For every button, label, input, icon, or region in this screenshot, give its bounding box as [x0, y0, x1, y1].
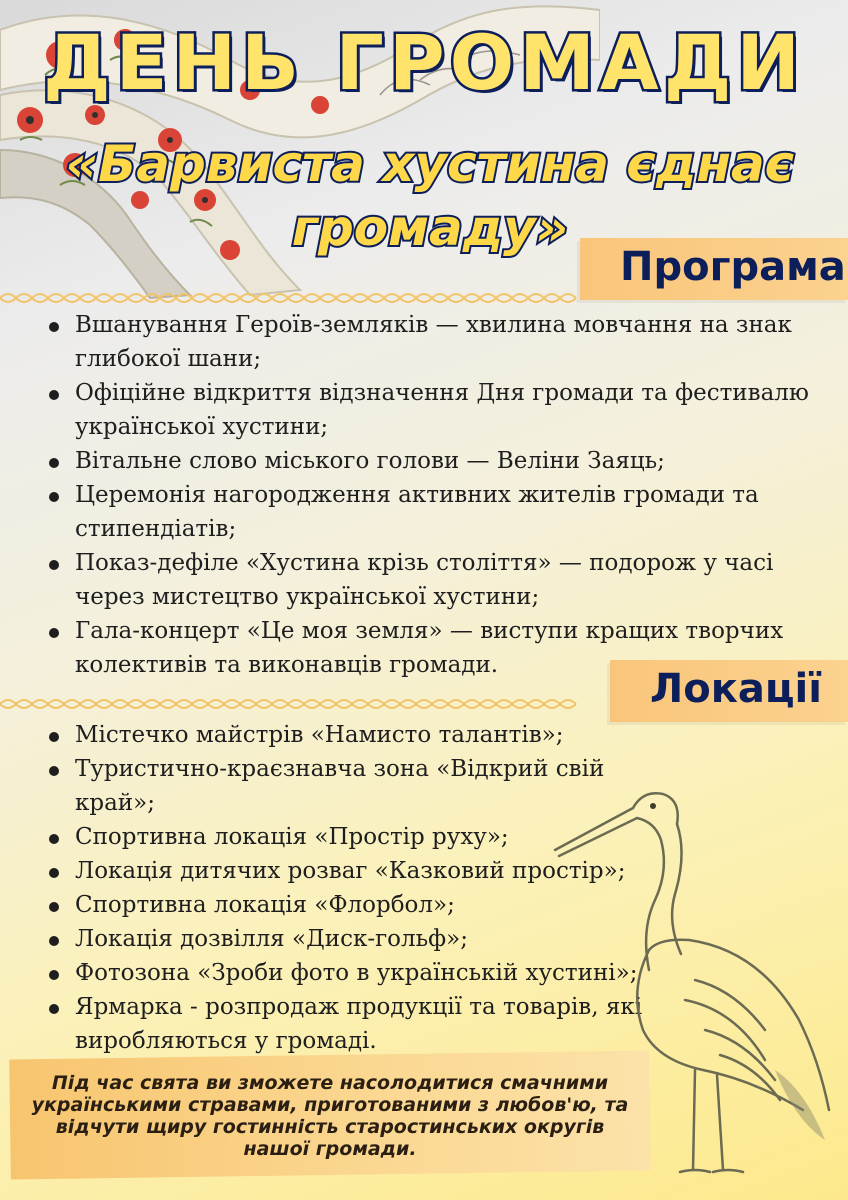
program-list — [45, 308, 835, 682]
list-item: Локація дитячих розваг «Казковий простір»; — [45, 854, 645, 888]
program-heading: Програма — [620, 244, 846, 290]
locations-heading: Локації — [650, 666, 822, 712]
poster-title: ДЕНЬ ГРОМАДИ — [42, 18, 806, 107]
footer-note: Під час свята ви зможете насолодитися смачними українськими стравами, приготованими з любов'ю, та відчути щиру гостинність старостинських округів нашої громади. — [31, 1072, 629, 1160]
list-item: Офіційне відкриття відзначення Дня громади та фестивалю української хустини; — [45, 376, 835, 444]
list-item: Туристично-краєзнавча зона «Відкрий свій край»; — [45, 752, 645, 820]
list-item: Містечко майстрів «Намисто талантів»; — [45, 718, 645, 752]
list-item: Вітальне слово міського голови — Веліни Заяць; — [45, 444, 835, 478]
list-item: Церемонія нагородження активних жителів громади та стипендіатів; — [45, 478, 835, 546]
list-item: Вшанування Героїв-земляків — хвилина мовчання на знак глибокої шани; — [45, 308, 835, 376]
list-item: Фотозона «Зроби фото в українській хустині»; — [45, 956, 645, 990]
wavy-divider-middle — [0, 694, 580, 714]
list-item: Показ-дефіле «Хустина крізь століття» — подорож у часі через мистецтво української хустини; — [45, 546, 835, 614]
list-item: Гала-концерт «Це моя земля» — виступи кращих творчих колективів та виконавців громади. — [45, 614, 835, 682]
list-item: Спортивна локація «Простір руху»; — [45, 820, 645, 854]
list-item: Спортивна локація «Флорбол»; — [45, 888, 645, 922]
list-item: Локація дозвілля «Диск-гольф»; — [45, 922, 645, 956]
list-item: Ярмарка - розпродаж продукції та товарів, які виробляються у громаді. — [45, 990, 645, 1058]
wavy-divider-top — [0, 288, 580, 308]
poster-subtitle: «Барвиста хустина єднає громаду» — [65, 135, 795, 257]
locations-heading-tag — [610, 660, 848, 722]
program-heading-tag — [580, 238, 848, 300]
